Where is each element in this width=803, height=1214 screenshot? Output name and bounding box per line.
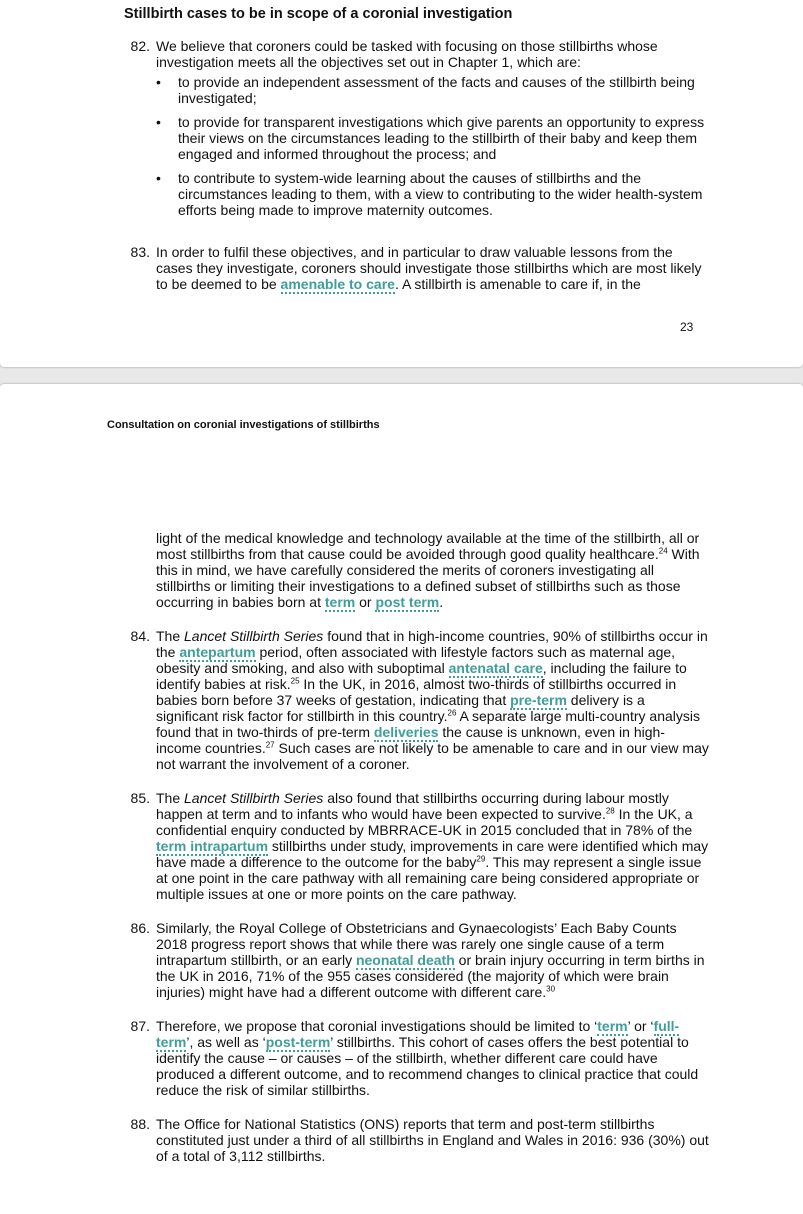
paragraph-number: 83. xyxy=(130,244,150,260)
glossary-link-pre-term[interactable]: pre-term xyxy=(510,692,567,708)
paragraph-number: 87. xyxy=(130,1018,150,1034)
paragraph-88 xyxy=(120,1116,710,1164)
footnote-ref[interactable]: 28 xyxy=(605,806,615,816)
bullet-icon: • xyxy=(156,114,161,130)
paragraph-text: The Lancet Stillbirth Series found that in high-income countries, 90% of stillbirths occur in the antepartum period, often associated with lifestyle factors such as maternal age, obesity and smoking, and also with suboptimal antenatal care, including the failure to identify babies at risk.$^{25}$ In the UK, in 2016, almost two-thirds of stillbirths occurred in babies born before 37 weeks of gestation, indicating that pre-term delivery is a significant risk factor for stillbirth in this country.$^{26}$ A separate large multi-country analysis found that in two-thirds of pre-term deliveries the cause is unknown, even in high-income countries.$^{27}$ Such cases are not likely to be amenable to care and in our view may not warrant the involvement of a coroner. xyxy=(156,628,709,772)
paragraph-85 xyxy=(120,790,710,902)
glossary-link-post-term[interactable]: post term xyxy=(375,594,440,610)
paragraph-text: The Lancet Stillbirth Series also found that stillbirths occurring during labour mostly happen at term and to infants who would have been expected to survive.$^{28}$ In the UK, a confidential enquiry conducted by MBRRACE-UK in 2015 concluded that in 78% of the term intrapartum stillbirths under study, improvements in care were identified which may have made a difference to the outcome for the baby$^{29}$. This may represent a single issue at one point in the care pathway with all remaining care being considered appropriate or multiple issues at one or more points on the care pathway. xyxy=(156,790,709,902)
paragraph-text: The Office for National Statistics (ONS) reports that term and post-term stillbirths constituted just under a third of all stillbirths in England and Wales in 2016: 936 (30%) out of a total of 3,112 stillbirths. xyxy=(156,1116,709,1164)
paragraph-82 xyxy=(120,38,710,226)
paragraph-text: Similarly, the Royal College of Obstetricians and Gynaecologists’ Each Baby Counts 2018 progress report shows that while there was rarely one single cause of a term intrapartum stillbirth, or an early neonatal death or brain injury occurring in term births in the UK in 2016, 71% of the 955 cases considered (the majority of which were brain injuries) might have had a different outcome with different care.$^{30}$ xyxy=(156,920,705,1000)
list-item: • to provide an independent assessment of the facts and causes of the stillbirth being investigated; xyxy=(156,74,695,106)
objectives-list xyxy=(156,74,710,218)
paragraph-text: Therefore, we propose that coronial investigations should be limited to ‘term’ or ‘full-term’, as well as ‘post-term’ stillbirths. This cohort of cases offers the best potential to identify the cause – or causes – of the stillbirth, whether different care could have produced a different outcome, and to recommend changes to clinical practice that could reduce the risk of similar stillbirths. xyxy=(156,1018,699,1098)
paragraph-number: 86. xyxy=(130,920,150,936)
paragraph-83-continued xyxy=(120,530,710,610)
glossary-link-term[interactable]: term xyxy=(597,1018,628,1034)
page-number: 23 xyxy=(680,320,694,334)
footnote-ref[interactable]: 24 xyxy=(658,546,668,556)
glossary-link-antenatal-care[interactable]: antenatal care xyxy=(448,660,543,676)
paragraph-number: 88. xyxy=(130,1116,150,1132)
footnote-ref[interactable]: 30 xyxy=(546,984,556,994)
paragraph-number: 84. xyxy=(130,628,150,644)
glossary-link-antepartum[interactable]: antepartum xyxy=(179,644,256,660)
bullet-icon: • xyxy=(156,170,161,186)
paragraph-text: We believe that coroners could be tasked with focusing on those stillbirths whose investigation meets all the objectives set out in Chapter 1, which are: xyxy=(156,38,658,70)
document-page-24 xyxy=(0,384,803,1214)
footnote-ref[interactable]: 26 xyxy=(447,708,457,718)
glossary-link-full-term[interactable]: full-term xyxy=(156,1018,680,1050)
footnote-ref[interactable]: 27 xyxy=(265,740,275,750)
running-header: Consultation on coronial investigations of stillbirths xyxy=(107,419,380,431)
paragraph-84 xyxy=(120,628,710,772)
paragraph-87 xyxy=(120,1018,710,1098)
paragraph-83 xyxy=(120,244,710,292)
glossary-link-term[interactable]: term xyxy=(324,594,356,610)
footnote-ref[interactable]: 29 xyxy=(476,854,486,864)
glossary-link-term-intrapartum[interactable]: term intrapartum xyxy=(156,838,269,854)
paragraph-86 xyxy=(120,920,710,1000)
paragraph-text: light of the medical knowledge and technology available at the time of the stillbirth, all or most stillbirths from that cause could be avoided through good quality healthcare.$^{24}$ With this in mind, we have carefully considered the merits of coroners investigating all stillbirths or limiting their investigations to a defined subset of stillbirths such as those occurring in babies born at term or post term. xyxy=(156,530,700,610)
section-title: Stillbirth cases to be in scope of a coronial investigation xyxy=(124,6,513,22)
glossary-link-post-term[interactable]: post-term xyxy=(265,1034,331,1050)
glossary-link-amenable-to-care[interactable]: amenable to care xyxy=(280,276,395,292)
list-item: • to provide for transparent investigations which give parents an opportunity to express their views on the circumstances leading to the stillbirth of their baby and keep them engaged and informed throughout the process; and xyxy=(156,114,705,162)
paragraph-text: In order to fulfil these objectives, and in particular to draw valuable lessons from the cases they investigate, coroners should investigate those stillbirths which are most likely to be deemed to be amenable to care. A stillbirth is amenable to care if, in the xyxy=(156,244,702,292)
paragraph-number: 82. xyxy=(130,38,150,54)
glossary-link-neonatal-death[interactable]: neonatal death xyxy=(355,952,455,968)
document-page-23 xyxy=(0,0,803,367)
glossary-link-deliveries[interactable]: deliveries xyxy=(373,724,439,740)
paragraph-number: 85. xyxy=(130,790,150,806)
list-item: • to contribute to system-wide learning about the causes of stillbirths and the circumstances leading to them, with a view to contributing to the wider health-system efforts being made to improve maternity outcomes. xyxy=(156,170,703,218)
footnote-ref[interactable]: 25 xyxy=(290,676,300,686)
bullet-icon: • xyxy=(156,74,161,90)
